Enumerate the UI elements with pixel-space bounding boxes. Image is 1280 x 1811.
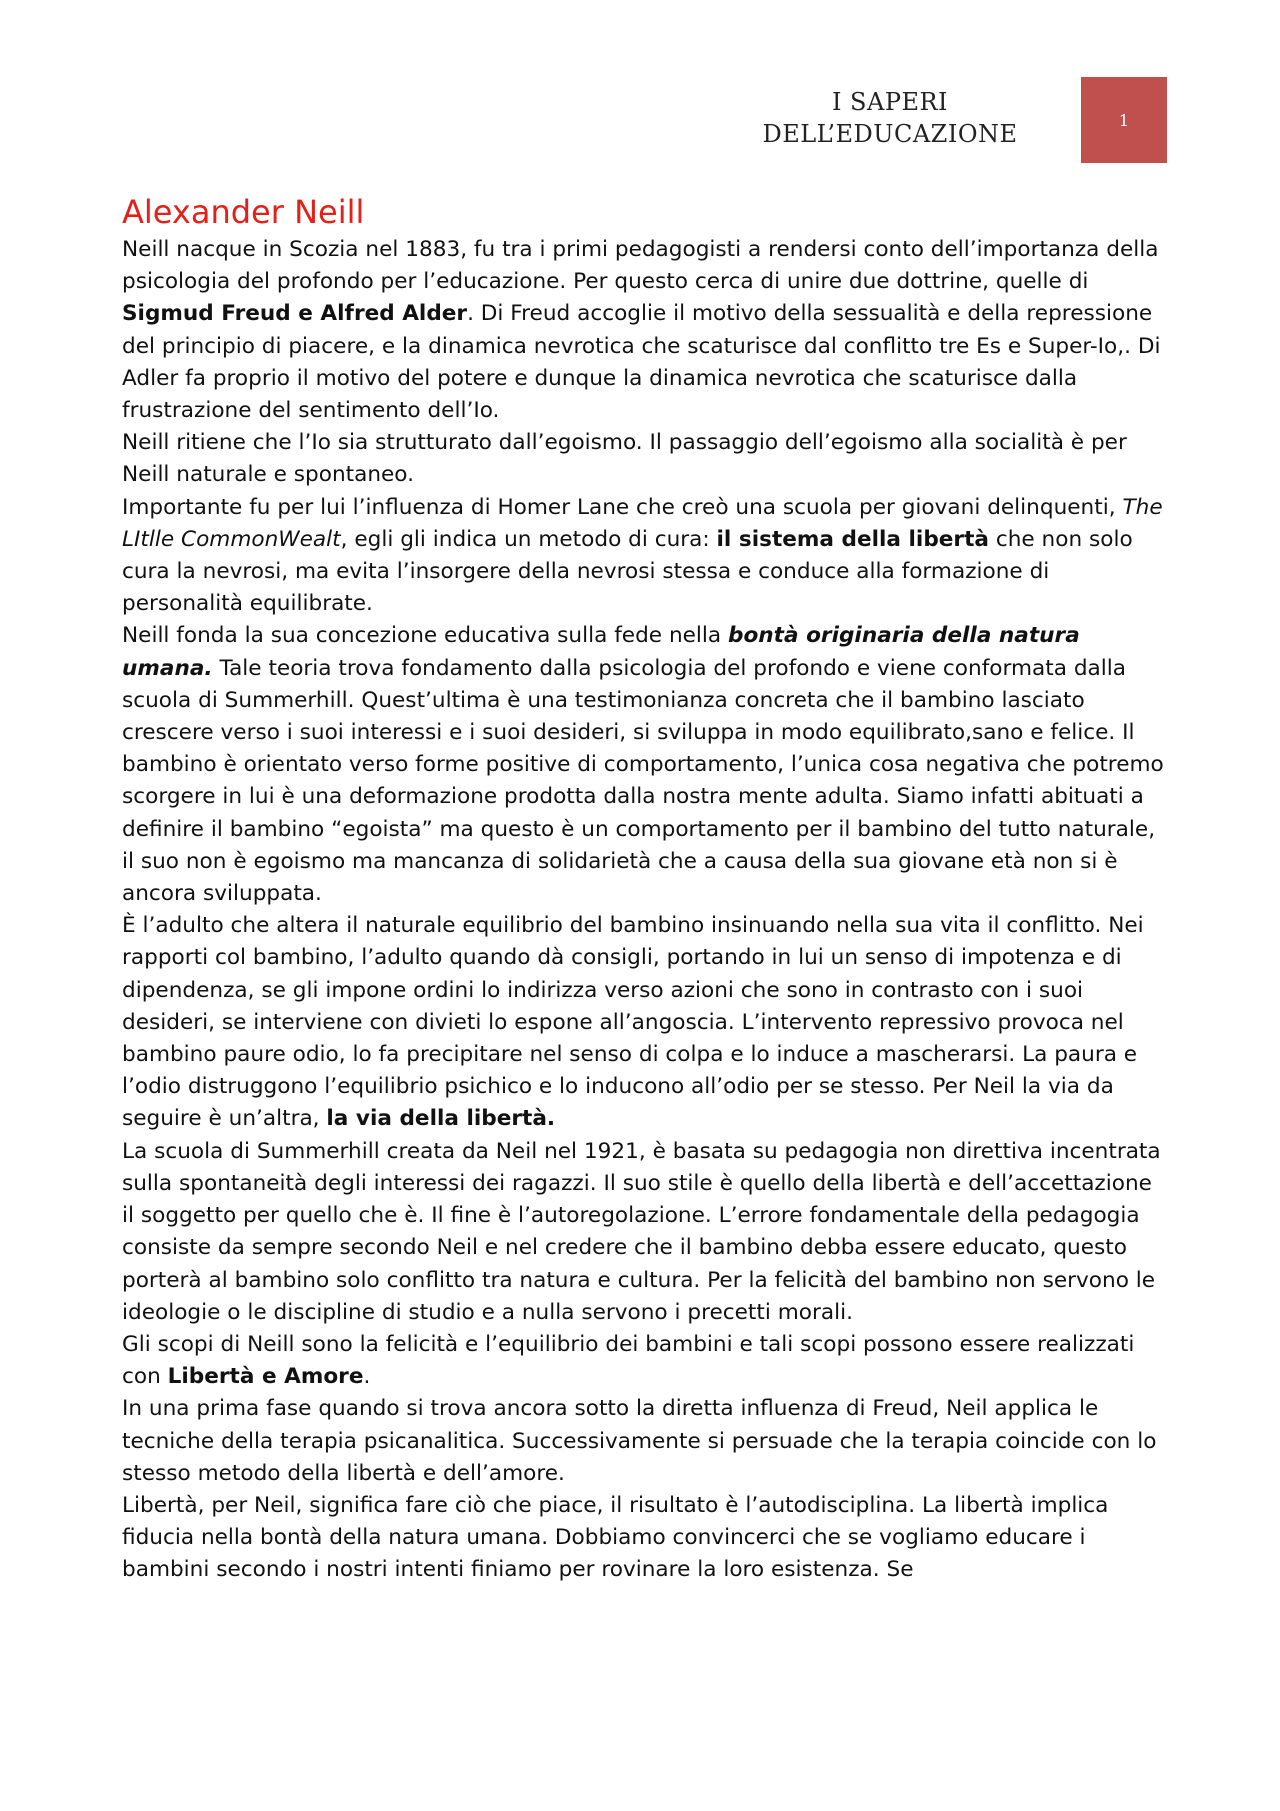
document-body (122, 190, 1168, 1587)
page-header (720, 86, 1060, 150)
text-run: Gli scopi di Neill sono la felicità e l’equilibrio dei bambini e tali scopi possono essere realizzati con (122, 1331, 1135, 1390)
paragraph (122, 427, 1168, 491)
emphasized-text: la via della libertà. (326, 1106, 556, 1132)
emphasized-text: Sigmud Freud e Alfred Alder (122, 301, 468, 327)
paragraph (122, 1490, 1168, 1587)
text-run: Neill ritiene che l’Io sia strutturato dall’egoismo. Il passaggio dell’egoismo alla socialità è per Neill naturale e spontaneo. (122, 430, 1127, 488)
text-run: che non solo cura la nevrosi, ma evita l’insorgere della nevrosi stessa e conduce alla formazione di personalità equilibrate. (122, 526, 1133, 617)
emphasized-text: The LItlle CommonWealt (122, 494, 1163, 552)
text-run: La scuola di Summerhill creata da Neil nel 1921, è basata su pedagogia non direttiva incentrata sulla spontaneità degli interessi dei ragazzi. Il suo stile è quello della libertà e dell’accettazione il soggetto per quello che è. Il fine è l’autoregolazione. L’errore fondamentale della pedagogia consiste da sempre secondo Neil e nel credere che il bambino debba essere educato, questo porterà al bambino solo conflitto tra natura e cultura. Per la felicità del bambino non servono le ideologie o le discipline di studio e a nulla servono i precetti morali. (122, 1138, 1161, 1325)
paragraph (122, 620, 1168, 910)
paragraph (122, 492, 1168, 621)
text-run: Neill nacque in Scozia nel 1883, fu tra i primi pedagogisti a rendersi conto dell’importanza della psicologia del profondo per l’educazione. Per questo cerca di unire due dottrine, quelle di (122, 237, 1159, 295)
header-line-2: DELL’EDUCAZIONE (762, 120, 1018, 148)
paragraph (122, 1393, 1168, 1490)
text-run: È l’adulto che altera il naturale equilibrio del bambino insinuando nella sua vita il conflitto. Nei rapporti col bambino, l’adulto quando dà consigli, portando in lui un senso di impotenza e di dipendenza, se gli impone ordini lo indirizza verso azioni che sono in contrasto con i suoi desideri, se interviene con divieti lo espone all’angoscia. L’intervento repressivo provoca nel bambino paure odio, lo fa precipitare nel senso di colpa e lo induce a mascherarsi. La paura e l’odio distruggono l’equilibrio psichico e lo inducono all’odio per se stesso. Per Neil la via da seguire è un’altra, (122, 913, 1144, 1132)
emphasized-text: Libertà e Amore (167, 1364, 364, 1390)
emphasized-text: il sistema della libertà (716, 526, 989, 552)
page-number-badge (1081, 77, 1167, 163)
paragraph (122, 1329, 1168, 1393)
text-run: Neill fonda la sua concezione educativa sulla fede nella (122, 623, 729, 649)
text-run: . (363, 1364, 371, 1390)
page-number: 1 (1118, 110, 1130, 130)
text-run: , egli gli indica un metodo di cura: (340, 526, 717, 552)
text-run: Libertà, per Neil, significa fare ciò che piace, il risultato è l’autodisciplina. La libertà implica fiducia nella bontà della natura umana. Dobbiamo convincerci che se vogliamo educare i bambini secondo i nostri intenti finiamo per rovinare la loro esistenza. Se (122, 1492, 1109, 1583)
text-run: Importante fu per lui l’influenza di Homer Lane che creò una scuola per giovani delinquenti, (122, 494, 1123, 520)
paragraph (122, 910, 1168, 1135)
paragraph (122, 1136, 1168, 1329)
paragraph (122, 234, 1168, 427)
text-run: . Di Freud accoglie il motivo della sessualità e della repressione del principio di piacere, e la dinamica nevrotica che scaturisce dal conflitto tre Es e Super-Io,. Di Adler fa proprio il motivo del potere e dunque la dinamica nevrotica che scaturisce dalla frustrazione del sentimento dell’Io. (122, 301, 1161, 424)
header-line-1: I SAPERI (831, 88, 949, 116)
emphasized-text: bontà originaria della natura umana. (122, 623, 1080, 681)
document-title: Alexander Neill (122, 193, 365, 231)
text-run: In una prima fase quando si trova ancora sotto la diretta influenza di Freud, Neil applica le tecniche della terapia psicanalitica. Successivamente si persuade che la terapia coincide con lo stesso metodo della libertà e dell’amore. (122, 1396, 1157, 1486)
text-run: Tale teoria trova fondamento dalla psicologia del profondo e viene conformata dalla scuola di Summerhill. Quest’ultima è una testimonianza concreta che il bambino lasciato crescere verso i suoi interessi e i suoi desideri, si sviluppa in modo equilibrato,sano e felice. Il bambino è orientato verso forme positive di comportamento, l’unica cosa negativa che potremo scorgere in lui è una deformazione prodotta dalla nostra mente adulta. Siamo infatti abituati a definire il bambino “egoista” ma questo è un comportamento per il bambino del tutto naturale, il suo non è egoismo ma mancanza di solidarietà che a causa della sua giovane età non si è ancora sviluppata. (122, 655, 1164, 907)
paragraph-list (122, 234, 1168, 1587)
